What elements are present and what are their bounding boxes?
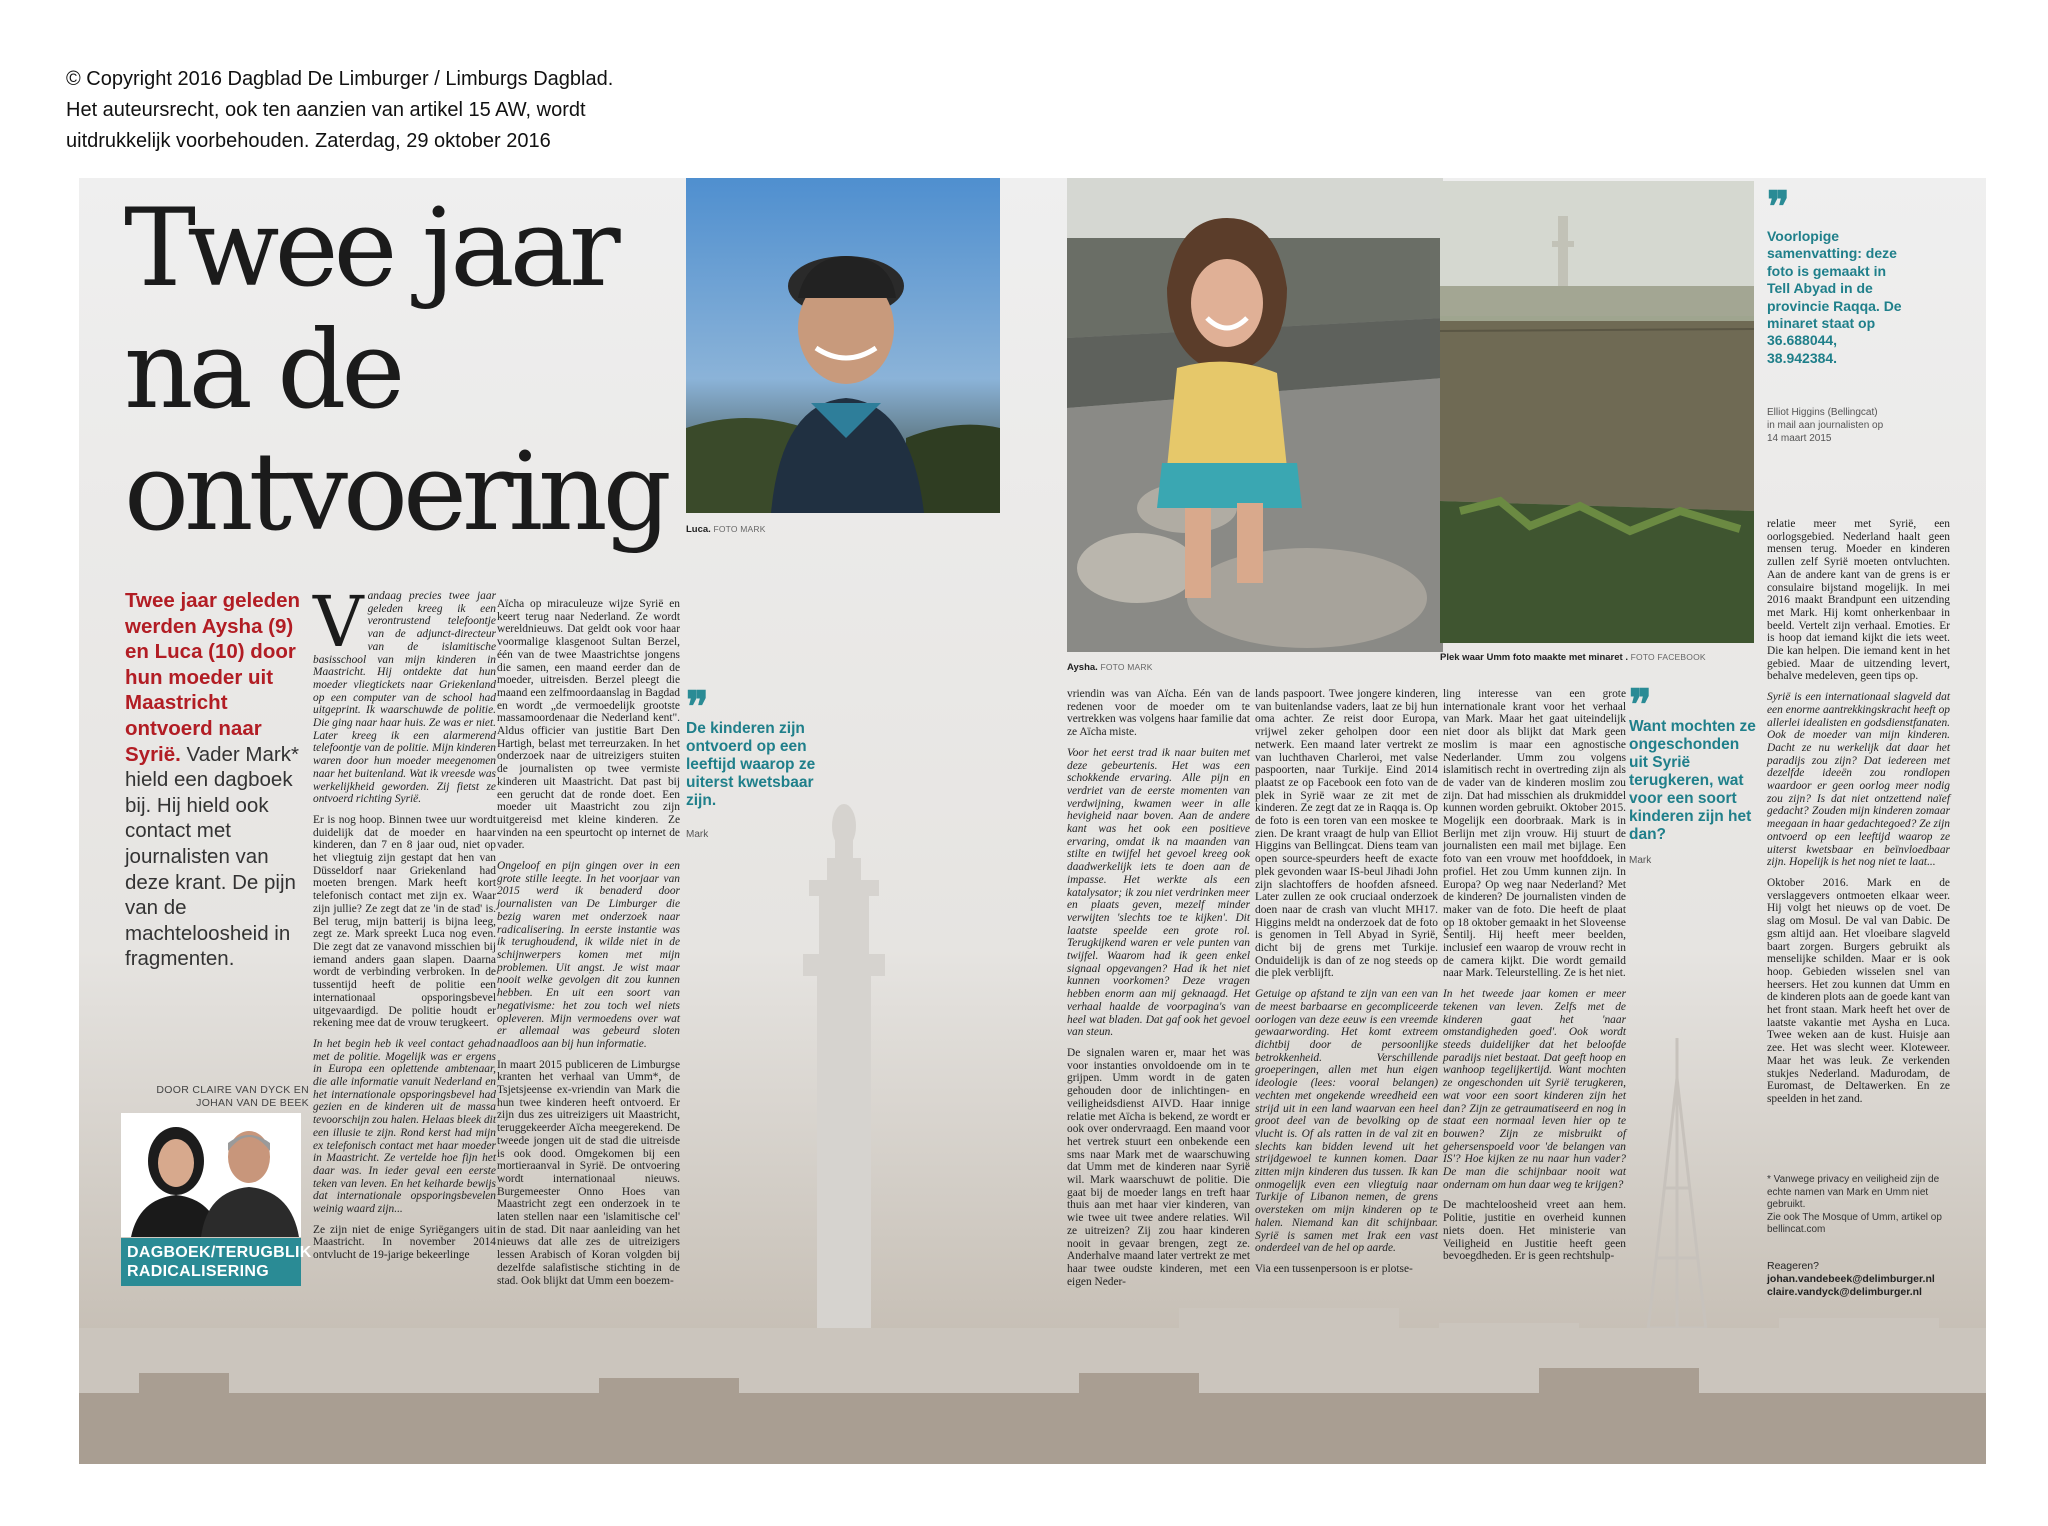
column-3-paragraph-3: De signalen waren er, maar het was voor instanties onvoldoende om in te grijpen. Umm wordt in de gaten gehouden door de inlichtingen- en veiligheidsdienst AIVD. Haar innige relatie met Aïcha is bekend, ze wordt er ook over ondervraagd. Een maand voor het vertrek stuurt een onbekende een sms naar Mark met de waarschuwing dat Umm met de kinderen naar Syrië wil. Mark waarschuwt de politie. Die gaat bij de moeder langs en treft haar thuis aan met haar vier kinderen, van wie twee uit twee andere relaties. Wil ze uitreizen? Zij zou haar kinderen nooit in gevaar brengen, zegt ze. Anderhalve maand later vertrekt ze met haar twee oudste kinderen, met een eigen Neder- [1067, 1046, 1250, 1288]
column-3-paragraph-1: vriendin was van Aïcha. Eén van de redenen voor de moeder om te vertrekken was volgens haar familie dat ze Aïcha miste. [1067, 688, 1250, 739]
photo-luca [686, 178, 1000, 513]
byline-line-2: JOHAN VAN DE BEEK [196, 1097, 309, 1109]
text-column-4 [1255, 688, 1438, 1284]
caption-aysha-name: Aysha. [1067, 662, 1098, 673]
footnote [1767, 1174, 1950, 1237]
contact-email-2[interactable]: claire.vandyck@delimburger.nl [1767, 1286, 1922, 1298]
text-column-5 [1443, 688, 1626, 1271]
section-tag-line-1: DAGBOEK/TERUGBLIK [127, 1244, 312, 1261]
text-column-2 [497, 598, 680, 1295]
caption-luca-name: Luca. [686, 524, 711, 535]
contact-label: Reageren? [1767, 1260, 1819, 1272]
column-5-paragraph-3: De machteloosheid vreet aan hem. Politie, justitie en overheid kunnen niets doen. Het ministerie van Veiligheid en Justitie heeft geen bevoegdheden. Er is geen rechtshulp- [1443, 1199, 1626, 1263]
column-1-paragraph-1: andaag precies twee jaar geleden kreeg ik een verontrustend telefoontje van de adjunct-directeur van de islamitische basisschool van mijn kinderen in Maastricht. Hij ontdekte dat hun moeder vliegtickets naar Griekenland op een computer van de school had uitgeprint. Ik waarschuwde de politie. Die ging naar haar huis. Ze was er niet. Later kreeg ik een alarmerend telefoontje van de politie. Mijn kinderen waren door hun moeder meegenomen naar het buitenland. Wat ik vreesde was werkelijkheid geworden. Zij fietst ze ontvoerd richting Syrië. [313, 590, 496, 806]
footnote-line-2: Zie ook The Mosque of Umm, artikel op bellincat.com [1767, 1211, 1942, 1235]
caption-aysha [1067, 662, 1153, 673]
column-2-paragraph-2: Ongeloof en pijn gingen over in een grote stille leegte. In het voorjaar van 2015 werd ik benaderd door journalisten van De Limburger die bezig waren met onderzoek naar radicalisering. In eerste instantie was ik terughoudend, ik wilde niet in de schijnwerpers komen met mijn problemen. Uit angst. Je wist maar nooit welke gevolgen dit zou kunnen hebben. En uit een soort van negativisme: het zou toch wel niets opleveren. Mijn vermoedens over wat er allemaal was gebeurd sloten naadloos aan bij hun informatie. [497, 860, 680, 1050]
headline-line-3: ontvoering [124, 430, 667, 555]
contact-block [1767, 1260, 1950, 1299]
intro-lead: Twee jaar geleden werden Aysha (9) en Luca (10) door hun moeder uit Maastricht ontvoerd naar Syrië. [125, 589, 301, 766]
newspaper-spread [79, 178, 1986, 1464]
contact-email-1[interactable]: johan.vandebeek@delimburger.nl [1767, 1273, 1935, 1285]
pull-quote-3: Voorlopige samenvatting: deze foto is gemaakt in Tell Abyad in de provincie Raqqa. De minaret staat op 36.688044, 38.942384. [1767, 228, 1902, 366]
text-column-3 [1067, 688, 1250, 1296]
column-3-paragraph-2: Voor het eerst trad ik naar buiten met deze gebeurtenis. Het was een schokkende ervaring. Alle pijn en verdriet van de eerste momenten van verdwijning, kwamen weer in alle hevigheid naar boven. Aan de andere kant was het ook een positieve ervaring, omdat ik na maanden van stilte en twijfel het gevoel kreeg ook daadwerkelijk iets te doen aan de impasse. Het werkte als een katalysator; ik zou niet verdrinken meer en plaats geven, mezelf minder verwijten 'slechts toe te kijken'. Dit laatste speelde een grote rol. Terugkijkend waren er vele punten van twijfel. Waarom had ik geen enkel signaal opgevangen? Had ik het niet kunnen voorkomen? Deze vragen hebben enorm aan mij geknaagd. Het verhaal haalde de voorpagina's van heel wat bladen. Dat gaf ook het gevoel van steun. [1067, 746, 1250, 1039]
drop-cap: V [313, 581, 364, 663]
caption-minaret [1440, 652, 1706, 663]
column-6-paragraph-1: relatie meer met Syrië, een oorlogsgebied. Nederland haalt geen mensen terug. Moeder en kinderen zullen zelf Syrië moeten ontvluchten. Aan de andere kant van de grens is er consulaire bijstand mogelijk. In mei 2016 maakt Brandpunt een uitzending met Mark. Hij komt onherkenbaar in beeld. Vertelt zijn verhaal. Emoties. Er is hoop dat iemand kijkt die iets weet. Die kan helpen. Die iemand kent in het gebied. Maar de uitzending levert, behalve medeleven, geen tips op. [1767, 518, 1950, 683]
quote-icon: ❞ [686, 682, 709, 731]
headline-line-1: Twee jaar [124, 186, 616, 311]
column-2-paragraph-1: Aïcha op miraculeuze wijze Syrië en keert terug naar Nederland. Ze wordt wereldnieuws. Dat geldt ook voor haar voormalige klasgenoot Sultan Berzel, één van de twee Maastrichtse jongens die samen, een maand eerder dan de moeder, uitreisden. Berzel pleegt die maand een zelfmoordaanslag in Bagdad en wordt „de vermoedelijk grootste massamoordenaar die Nederland kent". Aldus officier van justitie Bart Den Hartigh, belast met terreurzaken. In het onderzoek naar de uitreizigers stuiten de journalisten op twee vermiste kinderen uit Maastricht. Dat past bij een gerucht dat de ronde doet. Een moeder uit Maastricht zou zijn uitgereisd met kleine kinderen. Ze vinden na een speurtocht op internet de vader. [497, 598, 680, 852]
caption-luca [686, 524, 766, 535]
headline [124, 188, 684, 554]
byline-line-1: DOOR CLAIRE VAN DYCK EN [156, 1084, 309, 1096]
article-intro [125, 588, 305, 972]
quote-icon: ❞ [1767, 182, 1790, 231]
text-column-6 [1767, 518, 1950, 1114]
column-1-paragraph-3: In het begin heb ik veel contact gehad met de politie. Mogelijk was er ergens in Europa een oplettende ambtenaar, die alle informatie vanuit Nederland en het internationale opsporingsbevel had gezien en de kinderen uit de massa tevoorschijn zou halen. Helaas bleek dit een illusie te zijn. Rond kerst had mijn ex telefonisch contact met haar moeder in Maastricht. Ze vertelde hoe fijn het daar was. In ieder geval een eerste teken van leven. En het keiharde bewijs dat internationale opsporingsbevelen weinig waard zijn... [313, 1037, 496, 1216]
column-1-paragraph-4: Ze zijn niet de enige Syriëgangers uit Maastricht. In november 2014 ontvlucht de 19-jarige bekeerlinge [313, 1223, 496, 1262]
caption-minaret-credit: FOTO FACEBOOK [1630, 652, 1706, 662]
column-4-paragraph-3: Via een tussenpersoon is er plotse- [1255, 1262, 1413, 1275]
column-4-paragraph-1: lands paspoort. Twee jongere kinderen, van buitenlandse vaders, laat ze bij hun oma achter. Ze reist door Europa, vrijwel zeker geholpen door een netwerk. Een maand later vertrekt ze van luchthaven Charleroi, met valse paspoorten, naar Turkije. Eind 2014 plaatst ze op Facebook een foto van de plek in Syrië waar ze zit met de kinderen. Ze zegt dat ze in Raqqa is. Op de foto is een toren van een moskee te zien. De krant vraagt de hulp van Elliot Higgins van Bellingcat. Diens team van open source-speurders heeft de exacte plek gevonden waar IS-beul Jihadi John zijn slachtoffers de hoofden afsneed. Later zullen ze ook cruciaal onderzoek doen naar de crash van vlucht MH17. Higgins meldt na onderzoek dat de foto is genomen in Tell Abyad in Syrië, dicht bij de grens met Turkije. Onduidelijk is dan of ze nog steeds op die plek verblijft. [1255, 688, 1438, 980]
column-6-paragraph-3: Oktober 2016. Mark en de verslaggevers ontmoeten elkaar weer. Hij volgt het nieuws op de voet. De slag om Mosul. De val van Dabic. De gsm altijd aan. Het vloeibare slagveld baart zorgen. Burgers gebruikt als menselijke schilden. Maar er is ook hoop. Gebieden wisselen snel van heersers. Het zou kunnen dat Umm en de kinderen plots aan de goede kant van het front staan. Mark heeft het over de laatste vakantie met Aysha en Luca. Twee weken aan de kust. Huisje aan zee. Het was slecht weer. Kloteweer. Maar het was leuk. Ze verkenden stukjes Nederland. Madurodam, de Euromast, de Deltawerken. En ze speelden in het zand. [1767, 876, 1950, 1105]
author-portraits [121, 1113, 301, 1237]
intro-rest: Vader Mark* hield een dagboek bij. Hij hield ook contact met journalisten van deze krant. De pijn van de machteloosheid in fragmenten. [125, 742, 299, 971]
photo-minaret-location [1440, 181, 1754, 643]
photo-aysha [1067, 178, 1443, 652]
text-column-1 [313, 581, 496, 1270]
copyright-line-3: uitdrukkelijk voorbehouden. Zaterdag, 29 oktober 2016 [66, 130, 551, 152]
column-2-paragraph-3: In maart 2015 publiceren de Limburgse kranten het verhaal van Umm*, de Tsjetsjeense ex-vriendin van Mark die hun twee kinderen heeft ontvoerd. Er zijn dus zes uitreizigers uit Maastricht, teruggekeerder Aïcha meegerekend. De tweede jongen uit de stad die uitreisde is ook dood. Omgekomen bij een mortieraanval in Syrië. De ontvoering wordt internationaal nieuws. Burgemeester Onno Hoes van Maastricht zegt een onderzoek in te laten stellen naar een 'islamitische cel' in de stad. Dit naar aanleiding van het nieuws dat alle zes de uitreizigers lessen Arabisch of Koran volgden bij dezelfde salafistische stichting in de stad. Ook blijkt dat Umm een boezem- [497, 1058, 680, 1287]
caption-aysha-credit: FOTO MARK [1100, 662, 1153, 672]
pull-quote-3-source-line-1: Elliot Higgins (Bellingcat) [1767, 407, 1878, 418]
copyright-notice [66, 64, 846, 157]
column-6-paragraph-2: Syrië is een internationaal slagveld dat een enorme aantrekkingskracht heeft op allerlei idealisten en godsdienstfanaten. Ook de moeder van mijn kinderen. Dacht ze nu werkelijk dat daar het paradijs zou zijn? Dat iedereen met dezelfde ideeën zou rondlopen waardoor er geen oorlog meer nodig zou zijn? Is dat niet ontzettend naïef gedacht? Zouden mijn kinderen zomaar meegaan in haar gedachtegoed? Ze zijn ontvoerd op een leeftijd waarop ze uiterst kwetsbaar en beïnvloedbaar zijn. Hopelijk is het nog niet te laat... [1767, 691, 1950, 869]
caption-luca-credit: FOTO MARK [713, 524, 766, 534]
caption-minaret-name: Plek waar Umm foto maakte met minaret . [1440, 652, 1628, 663]
pull-quote-3-source-line-3: 14 maart 2015 [1767, 433, 1832, 444]
section-tag [121, 1238, 312, 1286]
pull-quote-3-source [1767, 406, 1907, 445]
column-5-paragraph-2: In het tweede jaar komen er meer tekenen van leven. Zelfs met de kinderen gaat het 'naar omstandigheden goed'. Ook wordt steeds duidelijker dat het beloofde paradijs niet bestaat. Dat geeft hoop en wanhoop tegelijkertijd. Want mochten ze ongeschonden uit Syrië terugkeren, wat voor een soort kinderen zijn het dan? Zijn ze getraumatiseerd en nog in staat een normaal leven hier op te bouwen? Zijn ze misbruikt of gehersenspoeld voor 'de belangen van IS'? Hoe kijken ze nu naar hun vader? De man die schijnbaar nooit wat ondernam om hun daar weg te krijgen? [1443, 988, 1626, 1191]
pull-quote-1-source: Mark [686, 829, 709, 840]
quote-icon: ❞ [1629, 680, 1652, 729]
copyright-line-1: © Copyright 2016 Dagblad De Limburger / Limburgs Dagblad. [66, 68, 614, 90]
column-5-paragraph-1: ling interesse van een grote internationale krant voor het verhaal van Mark. Maar het gaat uiteindelijk niet door als blijkt dat Mark geen moslim is maar een agnostische Nederlander. Umm zou volgens islamitisch recht in overtreding zijn als de vader van de kinderen moslim zou zijn. Dat had misschien als drukmiddel kunnen worden gebruikt. Oktober 2015. Mogelijk een doorbraak. Mark is in Berlijn met zijn vrouw. Hij stuurt de journalisten een mail met bijlage. Een foto van een vrouw met hoofddoek, in profiel. Het zou Umm kunnen zijn. In Europa? Op weg naar Nederland? Met de kinderen? De journalisten vinden de maker van de foto. Die heeft de plaat op 18 oktober gemaakt in het Sloveense Šentilj. Hij heeft meer beelden, inclusief een waarop de vrouw recht in de camera kijkt. Die wordt gemaild naar Mark. Teleurstelling. Ze is het niet. [1443, 688, 1626, 980]
column-1-paragraph-2: Er is nog hoop. Binnen twee uur wordt duidelijk dat de moeder en haar kinderen, dan 7 en 8 jaar oud, niet op het vliegtuig zijn gestapt dat hen van Düsseldorf naar Griekenland had moeten brengen. Mark heeft kort telefonisch contact met zijn ex. Waar zijn jullie? Ze zegt dat ze 'in de stad' is. Bel terug, mijn batterij is bijna leeg, zegt ze. Mark spreekt Luca nog even. Die zegt dat ze vanavond misschien bij iemand anders gaan slapen. Daarna wordt de verbinding verbroken. In de tussentijd heeft de politie een internationaal opsporingsbevel uitgevaardigd. De politie houdt er rekening mee dat de vrouw terugkeert. [313, 813, 496, 1030]
pull-quote-1: De kinderen zijn ontvoerd op een leeftijd waarop ze uiterst kwetsbaar zijn. [686, 720, 816, 809]
headline-line-2: na de [124, 308, 401, 433]
pull-quote-2: Want mochten ze ongeschonden uit Syrië terugkeren, wat voor een soort kinderen zijn het dan? [1629, 718, 1756, 843]
pull-quote-2-source: Mark [1629, 855, 1652, 866]
pull-quote-3-source-line-2: in mail aan journalisten op [1767, 420, 1884, 431]
column-4-paragraph-2: Getuige op afstand te zijn van een van de meest barbaarse en gecompliceerde oorlogen van deze eeuw is een vreemde gewaarwording. Het komt extreem dichtbij door de persoonlijke betrokkenheid. Verschillende groeperingen, allen met hun eigen ideologie (lees: vooral belangen) vechten met ongekende wreedheid een strijd uit in een land waarvan een heel groot deel van de bevolking op de vlucht is. Of als ratten in de val zit en slechts kan bidden levend uit het strijdgewoel te kunnen komen. Daar zitten mijn kinderen dus tussen. Ik kan onmogelijk even een vliegtuig naar Turkije of Libanon nemen, de grens oversteken om mijn kinderen op te halen. Niemand kan dit schijnbaar. Syrië is samen met Irak een vast onderdeel van de hel op aarde. [1255, 988, 1438, 1255]
copyright-line-2: Het auteursrecht, ook ten aanzien van artikel 15 AW, wordt [66, 99, 586, 121]
section-tag-line-2: RADICALISERING [127, 1263, 269, 1280]
byline [119, 1084, 309, 1110]
footnote-line-1: * Vanwege privacy en veiligheid zijn de echte namen van Mark en Umm niet gebruikt. [1767, 1174, 1940, 1210]
